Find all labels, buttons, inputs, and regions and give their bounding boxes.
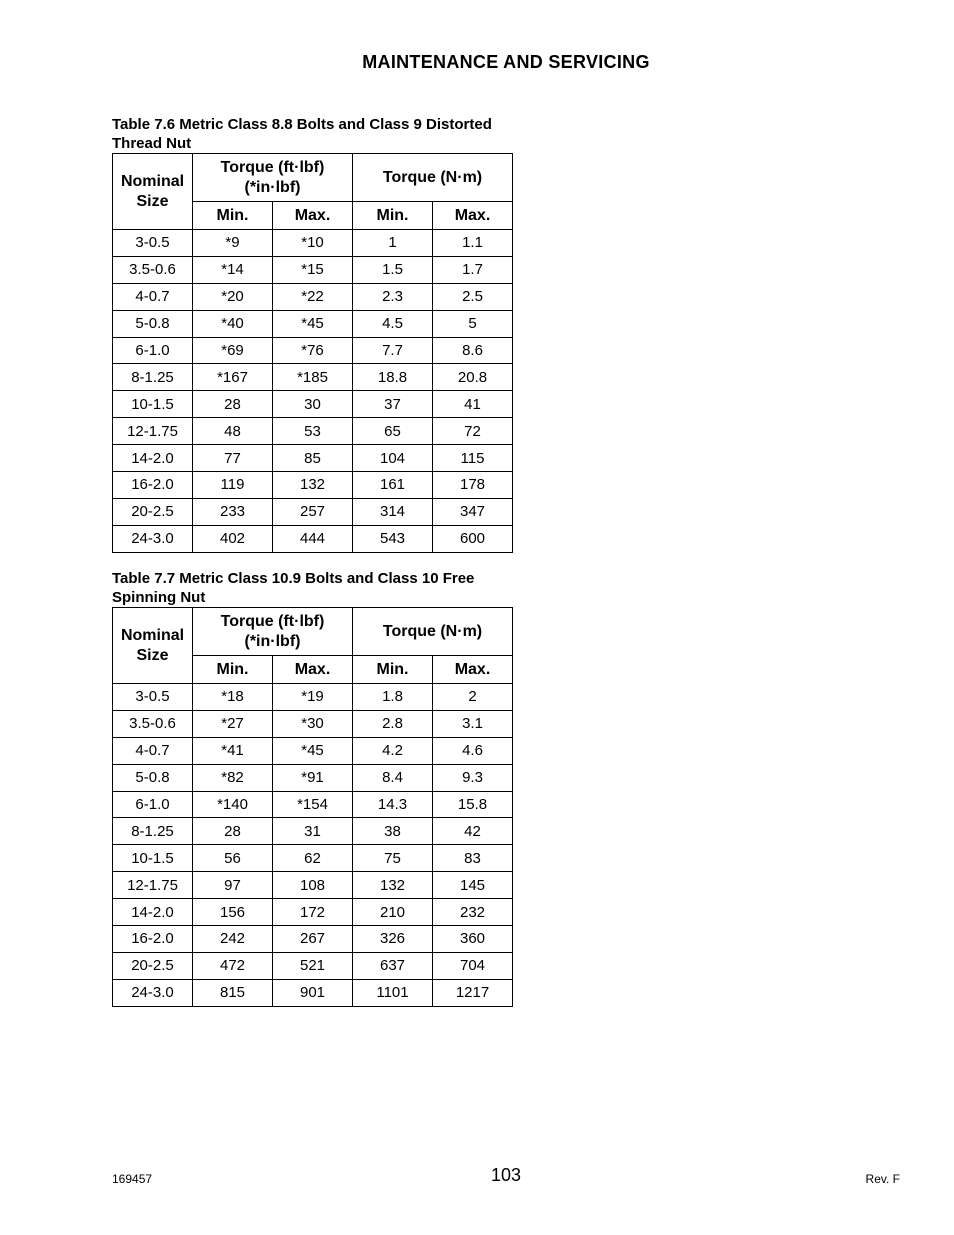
table-cell: 77 bbox=[193, 445, 273, 472]
table-cell: 233 bbox=[193, 498, 273, 525]
header-max: Max. bbox=[433, 202, 513, 230]
table-cell: 637 bbox=[353, 952, 433, 979]
header-min: Min. bbox=[353, 656, 433, 684]
table-cell: 1 bbox=[353, 230, 433, 257]
table-cell: 28 bbox=[193, 818, 273, 845]
table-row bbox=[113, 230, 513, 257]
header-max: Max. bbox=[433, 656, 513, 684]
table-cell: 132 bbox=[273, 472, 353, 499]
table-row bbox=[113, 283, 513, 310]
table-cell: 20-2.5 bbox=[113, 498, 193, 525]
header-torque-nm: Torque (N·m) bbox=[353, 608, 513, 656]
table-cell: 4.6 bbox=[433, 737, 513, 764]
table-cell: 37 bbox=[353, 391, 433, 418]
table-row bbox=[113, 310, 513, 337]
table-cell: 31 bbox=[273, 818, 353, 845]
table-cell: 704 bbox=[433, 952, 513, 979]
table-cell: 42 bbox=[433, 818, 513, 845]
table-row bbox=[113, 926, 513, 953]
table-cell: 472 bbox=[193, 952, 273, 979]
table-cell: 132 bbox=[353, 872, 433, 899]
table-row bbox=[113, 845, 513, 872]
table-cell: 3-0.5 bbox=[113, 684, 193, 711]
table-cell: 600 bbox=[433, 525, 513, 552]
table-cell: *167 bbox=[193, 364, 273, 391]
torque-table-7-7 bbox=[112, 607, 513, 1007]
header-nominal-size: Nominal Size bbox=[113, 154, 193, 230]
table-cell: *154 bbox=[273, 791, 353, 818]
table-cell: *41 bbox=[193, 737, 273, 764]
table-cell: 24-3.0 bbox=[113, 525, 193, 552]
table-cell: 3.1 bbox=[433, 710, 513, 737]
table-cell: 161 bbox=[353, 472, 433, 499]
table-row bbox=[113, 472, 513, 499]
table-cell: *27 bbox=[193, 710, 273, 737]
table-cell: 48 bbox=[193, 418, 273, 445]
table-cell: 444 bbox=[273, 525, 353, 552]
table-cell: *30 bbox=[273, 710, 353, 737]
table-body bbox=[113, 684, 513, 1007]
table-cell: *20 bbox=[193, 283, 273, 310]
table-caption: Table 7.6 Metric Class 8.8 Bolts and Class 9 Distorted Thread Nut bbox=[112, 116, 492, 152]
table-cell: *14 bbox=[193, 256, 273, 283]
table-cell: 1.7 bbox=[433, 256, 513, 283]
table-cell: 172 bbox=[273, 899, 353, 926]
table-cell: 257 bbox=[273, 498, 353, 525]
table-cell: 53 bbox=[273, 418, 353, 445]
header-min: Min. bbox=[193, 202, 273, 230]
table-caption: Table 7.7 Metric Class 10.9 Bolts and Class 10 Free Spinning Nut bbox=[112, 570, 475, 606]
table-cell: *82 bbox=[193, 764, 273, 791]
table-cell: 10-1.5 bbox=[113, 845, 193, 872]
table-cell: 156 bbox=[193, 899, 273, 926]
table-row bbox=[113, 872, 513, 899]
table-cell: 402 bbox=[193, 525, 273, 552]
table-cell: 85 bbox=[273, 445, 353, 472]
table-row bbox=[113, 979, 513, 1006]
header-torque-nm: Torque (N·m) bbox=[353, 154, 513, 202]
table-cell: 901 bbox=[273, 979, 353, 1006]
table-cell: 83 bbox=[433, 845, 513, 872]
table-cell: 210 bbox=[353, 899, 433, 926]
table-cell: 1.1 bbox=[433, 230, 513, 257]
table-cell: *22 bbox=[273, 283, 353, 310]
table-cell: 3.5-0.6 bbox=[113, 256, 193, 283]
header-min: Min. bbox=[353, 202, 433, 230]
table-cell: 20.8 bbox=[433, 364, 513, 391]
table-cell: 10-1.5 bbox=[113, 391, 193, 418]
table-cell: 8.6 bbox=[433, 337, 513, 364]
table-cell: 7.7 bbox=[353, 337, 433, 364]
table-cell: 6-1.0 bbox=[113, 337, 193, 364]
table-cell: 326 bbox=[353, 926, 433, 953]
table-cell: 3-0.5 bbox=[113, 230, 193, 257]
table-cell: 8.4 bbox=[353, 764, 433, 791]
table-cell: *15 bbox=[273, 256, 353, 283]
torque-table-7-6 bbox=[112, 153, 513, 553]
table-cell: 16-2.0 bbox=[113, 926, 193, 953]
table-row bbox=[113, 737, 513, 764]
table-row bbox=[113, 418, 513, 445]
header-max: Max. bbox=[273, 202, 353, 230]
table-cell: 115 bbox=[433, 445, 513, 472]
table-row bbox=[113, 445, 513, 472]
page-number: 103 bbox=[490, 1165, 522, 1185]
table-cell: 2.5 bbox=[433, 283, 513, 310]
table-cell: *40 bbox=[193, 310, 273, 337]
table-cell: 347 bbox=[433, 498, 513, 525]
table-cell: 8-1.25 bbox=[113, 818, 193, 845]
table-cell: 815 bbox=[193, 979, 273, 1006]
table-cell: 9.3 bbox=[433, 764, 513, 791]
table-cell: 16-2.0 bbox=[113, 472, 193, 499]
table-row bbox=[113, 899, 513, 926]
table-cell: 14-2.0 bbox=[113, 899, 193, 926]
header-nominal-size: Nominal Size bbox=[113, 608, 193, 684]
table-cell: *69 bbox=[193, 337, 273, 364]
header-torque-ftlbf: Torque (ft·lbf) (*in·lbf) bbox=[193, 608, 353, 656]
table-cell: 3.5-0.6 bbox=[113, 710, 193, 737]
table-row bbox=[113, 364, 513, 391]
table-row bbox=[113, 791, 513, 818]
table-cell: 5-0.8 bbox=[113, 310, 193, 337]
table-cell: 24-3.0 bbox=[113, 979, 193, 1006]
table-cell: 178 bbox=[433, 472, 513, 499]
table-cell: 4-0.7 bbox=[113, 283, 193, 310]
table-cell: 14.3 bbox=[353, 791, 433, 818]
table-cell: 8-1.25 bbox=[113, 364, 193, 391]
table-cell: 62 bbox=[273, 845, 353, 872]
page-header: MAINTENANCE AND SERVICING bbox=[362, 52, 650, 72]
table-cell: 56 bbox=[193, 845, 273, 872]
table-row bbox=[113, 684, 513, 711]
table-cell: 41 bbox=[433, 391, 513, 418]
table-cell: 2.8 bbox=[353, 710, 433, 737]
table-cell: 314 bbox=[353, 498, 433, 525]
table-cell: *76 bbox=[273, 337, 353, 364]
table-cell: 104 bbox=[353, 445, 433, 472]
table-cell: 75 bbox=[353, 845, 433, 872]
table-cell: *91 bbox=[273, 764, 353, 791]
table-row bbox=[113, 764, 513, 791]
table-cell: 6-1.0 bbox=[113, 791, 193, 818]
table-cell: 20-2.5 bbox=[113, 952, 193, 979]
table-cell: 5 bbox=[433, 310, 513, 337]
table-row bbox=[113, 498, 513, 525]
table-cell: 4.5 bbox=[353, 310, 433, 337]
table-cell: *185 bbox=[273, 364, 353, 391]
table-cell: *19 bbox=[273, 684, 353, 711]
table-cell: 65 bbox=[353, 418, 433, 445]
table-cell: 28 bbox=[193, 391, 273, 418]
table-cell: 1101 bbox=[353, 979, 433, 1006]
table-cell: 543 bbox=[353, 525, 433, 552]
header-torque-ftlbf: Torque (ft·lbf) (*in·lbf) bbox=[193, 154, 353, 202]
table-cell: 521 bbox=[273, 952, 353, 979]
table-cell: *10 bbox=[273, 230, 353, 257]
table-cell: 97 bbox=[193, 872, 273, 899]
table-cell: 119 bbox=[193, 472, 273, 499]
revision-label: Rev. F bbox=[865, 1172, 900, 1186]
table-cell: 108 bbox=[273, 872, 353, 899]
table-cell: 242 bbox=[193, 926, 273, 953]
header-min: Min. bbox=[193, 656, 273, 684]
table-cell: 72 bbox=[433, 418, 513, 445]
header-max: Max. bbox=[273, 656, 353, 684]
table-cell: 14-2.0 bbox=[113, 445, 193, 472]
table-cell: *45 bbox=[273, 310, 353, 337]
table-cell: 30 bbox=[273, 391, 353, 418]
table-cell: 360 bbox=[433, 926, 513, 953]
table-cell: 4.2 bbox=[353, 737, 433, 764]
table-row bbox=[113, 337, 513, 364]
table-cell: *18 bbox=[193, 684, 273, 711]
table-cell: 145 bbox=[433, 872, 513, 899]
table-body bbox=[113, 230, 513, 553]
table-cell: 2.3 bbox=[353, 283, 433, 310]
table-row bbox=[113, 952, 513, 979]
table-cell: 5-0.8 bbox=[113, 764, 193, 791]
table-cell: 12-1.75 bbox=[113, 872, 193, 899]
document-number: 169457 bbox=[112, 1172, 153, 1186]
table-cell: *9 bbox=[193, 230, 273, 257]
table-cell: 15.8 bbox=[433, 791, 513, 818]
table-cell: 1217 bbox=[433, 979, 513, 1006]
table-cell: 1.8 bbox=[353, 684, 433, 711]
table-row bbox=[113, 391, 513, 418]
table-row bbox=[113, 256, 513, 283]
table-cell: 1.5 bbox=[353, 256, 433, 283]
table-cell: 4-0.7 bbox=[113, 737, 193, 764]
table-cell: 232 bbox=[433, 899, 513, 926]
table-cell: 267 bbox=[273, 926, 353, 953]
table-cell: *140 bbox=[193, 791, 273, 818]
table-cell: 18.8 bbox=[353, 364, 433, 391]
table-row bbox=[113, 710, 513, 737]
table-cell: 38 bbox=[353, 818, 433, 845]
table-cell: 2 bbox=[433, 684, 513, 711]
table-cell: 12-1.75 bbox=[113, 418, 193, 445]
table-cell: *45 bbox=[273, 737, 353, 764]
table-row bbox=[113, 525, 513, 552]
table-row bbox=[113, 818, 513, 845]
